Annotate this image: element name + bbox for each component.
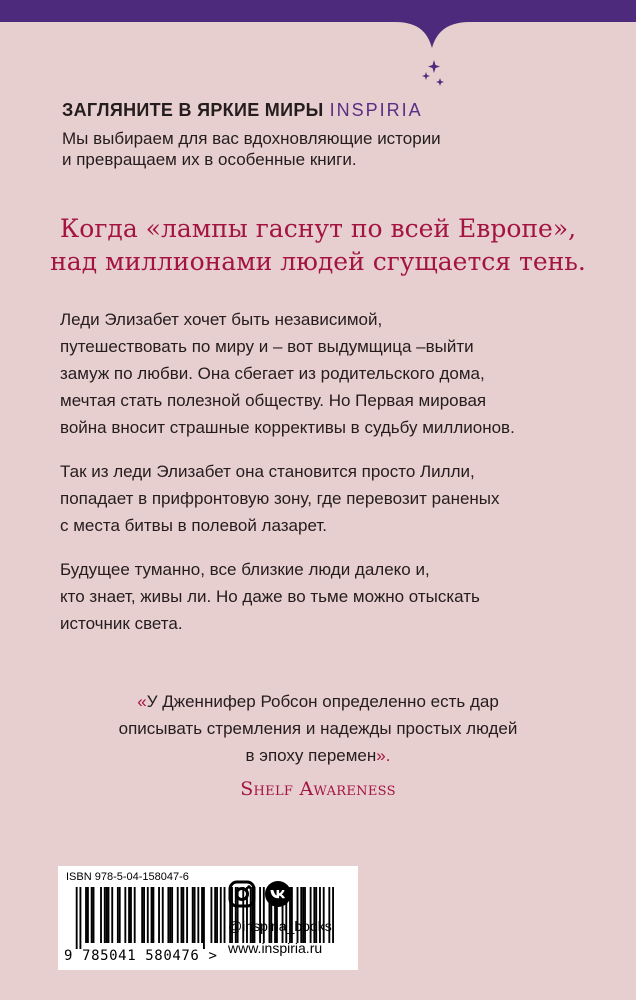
- blurb-line: кто знает, живы ли. Но даже во тьме можно отыскать: [60, 587, 480, 606]
- barcode-bar: [124, 887, 126, 943]
- brand-subtitle: [62, 128, 441, 170]
- review-quote: [0, 688, 636, 769]
- quote-line: описывать стремления и надежды простых людей: [118, 719, 518, 738]
- barcode-bar: [162, 887, 164, 943]
- barcode-bar: [117, 887, 119, 943]
- barcode-bar: [91, 887, 93, 943]
- blurb-line: с места битвы в полевой лазарет.: [60, 516, 327, 535]
- barcode-bar: [210, 887, 212, 943]
- top-banner: [0, 0, 636, 48]
- barcode-bar: [111, 887, 113, 943]
- barcode-bar: [134, 887, 136, 943]
- sparkle-icon: [418, 58, 448, 92]
- website-url: www.inspiria.ru: [228, 940, 323, 956]
- blurb-line: попадает в прифронтовую зону, где перевозит раненых: [60, 489, 500, 508]
- barcode-bar: [119, 887, 121, 943]
- quote-line: в эпоху перемен: [245, 746, 377, 765]
- imprint-name: INSPIRIA: [329, 100, 423, 120]
- brand-headline: [62, 100, 423, 121]
- vk-icon: [264, 880, 292, 908]
- blurb-line: мечтая стать полезной обществу. Но Первая мировая: [60, 391, 487, 410]
- barcode-bar: [186, 887, 188, 943]
- barcode-bar: [106, 887, 108, 943]
- quote-close-mark: ».: [376, 746, 391, 765]
- barcode-bar: [194, 887, 196, 943]
- barcode-bar: [158, 887, 160, 943]
- social-panel: [222, 866, 358, 970]
- barcode-bar: [76, 887, 78, 949]
- brand-subtitle-line: Мы выбираем для вас вдохновляющие истории: [62, 129, 441, 148]
- blurb-line: война вносит страшные коррективы в судьбу миллионов.: [60, 418, 515, 437]
- barcode-bar: [93, 887, 95, 943]
- blurb-line: источник света.: [60, 614, 183, 633]
- barcode-bar: [79, 887, 81, 949]
- blurb-paragraph-1: [60, 306, 515, 441]
- barcode-bar: [214, 887, 216, 943]
- brand-headline-text: ЗАГЛЯНИТЕ В ЯРКИЕ МИРЫ: [62, 100, 324, 120]
- isbn-label: ISBN 978-5-04-158047-6: [66, 871, 189, 883]
- barcode-bar: [151, 887, 153, 943]
- tagline-line: Когда «лампы гаснут по всей Европе»,: [59, 214, 577, 243]
- social-handle: @inspiria_books: [228, 918, 332, 934]
- tagline: [0, 212, 636, 278]
- barcode-bar: [169, 887, 171, 943]
- quote-line: У Дженнифер Робсон определенно есть дар: [146, 692, 499, 711]
- barcode-bar: [167, 887, 169, 943]
- barcode-bar: [216, 887, 218, 943]
- blurb-line: путешествовать по миру и – вот выдумщица –выйти: [60, 337, 474, 356]
- barcode-bar: [182, 887, 184, 943]
- barcode-bar: [147, 887, 149, 943]
- barcode-bar: [100, 887, 102, 943]
- blurb-line: Леди Элизабет хочет быть независимой,: [60, 310, 383, 329]
- brand-subtitle-line: и превращаем их в особенные книги.: [62, 150, 357, 169]
- barcode-bar: [203, 887, 205, 949]
- instagram-icon: [228, 880, 256, 908]
- barcode-bar: [192, 887, 194, 943]
- barcode-bar: [177, 887, 179, 943]
- social-icons: [228, 880, 300, 906]
- barcode-digits: 9 785041 580476 >: [64, 948, 218, 964]
- barcode-bar: [171, 887, 173, 943]
- barcode-bar: [197, 887, 199, 943]
- blurb-line: замуж по любви. Она сбегает из родительского дома,: [60, 364, 485, 383]
- barcode-bar: [141, 887, 143, 943]
- blurb-paragraph-2: [60, 458, 500, 539]
- blurb-line: Будущее туманно, все близкие люди далеко и,: [60, 560, 430, 579]
- barcode-bar: [128, 887, 130, 943]
- barcode-bar: [108, 887, 110, 943]
- barcode-bar: [181, 887, 183, 943]
- barcode-bar: [104, 887, 106, 943]
- tagline-line: над миллионами людей сгущается тень.: [50, 247, 586, 276]
- barcode-bar: [130, 887, 132, 943]
- quote-open-mark: «: [137, 692, 147, 711]
- barcode-bar: [201, 887, 203, 943]
- barcode-bar: [85, 887, 87, 943]
- barcode-bar: [143, 887, 145, 943]
- barcode-bar: [87, 887, 89, 943]
- barcode-bar: [152, 887, 154, 943]
- blurb-line: Так из леди Элизабет она становится просто Лилли,: [60, 462, 475, 481]
- quote-source: Shelf Awareness: [240, 778, 396, 800]
- blurb-paragraph-3: [60, 556, 480, 637]
